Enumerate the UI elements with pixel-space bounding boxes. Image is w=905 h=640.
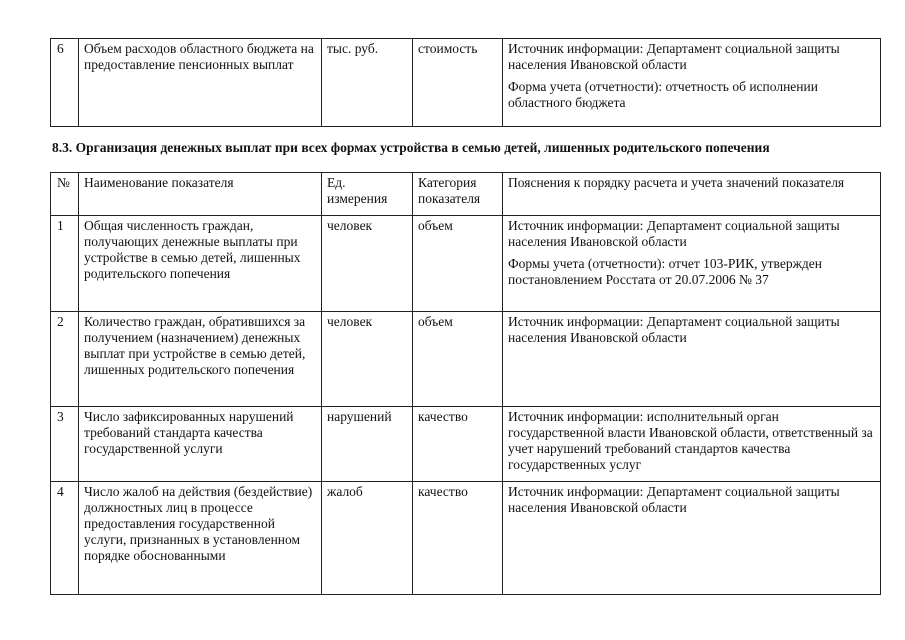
notes-cell (503, 482, 881, 595)
indicator-name: Общая численность граждан, получающих денежные выплаты при устройстве в семью детей, лишенных родительского попечения (79, 216, 322, 312)
indicator-name: Число зафиксированных нарушений требований стандарта качества государственной услуги (79, 407, 322, 482)
table-header-row (51, 173, 881, 216)
unit-cell: человек (322, 312, 413, 407)
header-name: Наименование показателя (79, 173, 322, 216)
indicators-table (50, 172, 881, 595)
row-number: 4 (51, 482, 79, 595)
indicator-name: Объем расходов областного бюджета на предоставление пенсионных выплат (79, 39, 322, 127)
notes-cell (503, 312, 881, 407)
unit-cell: нарушений (322, 407, 413, 482)
row-number: 6 (51, 39, 79, 127)
notes-source: Источник информации: Департамент социальной защиты населения Ивановской области (508, 314, 840, 345)
notes-cell (503, 407, 881, 482)
indicator-name: Количество граждан, обратившихся за получением (назначением) денежных выплат при устройстве в семью детей, лишенных родительского попечения (79, 312, 322, 407)
notes-source: Источник информации: Департамент социальной защиты населения Ивановской области (508, 484, 840, 515)
notes-form: Формы учета (отчетности): отчет 103-РИК, утвержден постановлением Росстата от 20.07.2006 № 37 (508, 256, 822, 287)
indicator-name: Число жалоб на действия (бездействие) должностных лиц в процессе предоставления государственной услуги, признанных в установленном порядке обоснованными (79, 482, 322, 595)
section-title: 8.3. Организация денежных выплат при всех формах устройства в семью детей, лишенных родительского попечения (52, 140, 770, 155)
header-notes: Пояснения к порядку расчета и учета значений показателя (503, 173, 881, 216)
header-category: Категория показателя (413, 173, 503, 216)
notes-cell (503, 39, 881, 127)
category-cell: объем (413, 312, 503, 407)
header-unit: Ед. измерения (322, 173, 413, 216)
unit-cell: человек (322, 216, 413, 312)
category-cell: качество (413, 407, 503, 482)
notes-form: Форма учета (отчетности): отчетность об исполнении областного бюджета (508, 79, 818, 110)
row-number: 2 (51, 312, 79, 407)
notes-cell (503, 216, 881, 312)
notes-source: Источник информации: исполнительный орган государственной власти Ивановской области, ответственный за учет нарушений требований стандартов качества государственных услуг (508, 409, 873, 472)
table-row (51, 482, 881, 595)
header-num: № (51, 173, 79, 216)
table-row (51, 312, 881, 407)
unit-cell: жалоб (322, 482, 413, 595)
category-cell: стоимость (413, 39, 503, 127)
top-table (50, 38, 881, 127)
category-cell: объем (413, 216, 503, 312)
row-number: 1 (51, 216, 79, 312)
notes-source: Источник информации: Департамент социальной защиты населения Ивановской области (508, 41, 840, 72)
table-row (51, 407, 881, 482)
row-number: 3 (51, 407, 79, 482)
table-row (51, 216, 881, 312)
notes-source: Источник информации: Департамент социальной защиты населения Ивановской области (508, 218, 840, 249)
unit-cell: тыс. руб. (322, 39, 413, 127)
table-row (51, 39, 881, 127)
category-cell: качество (413, 482, 503, 595)
